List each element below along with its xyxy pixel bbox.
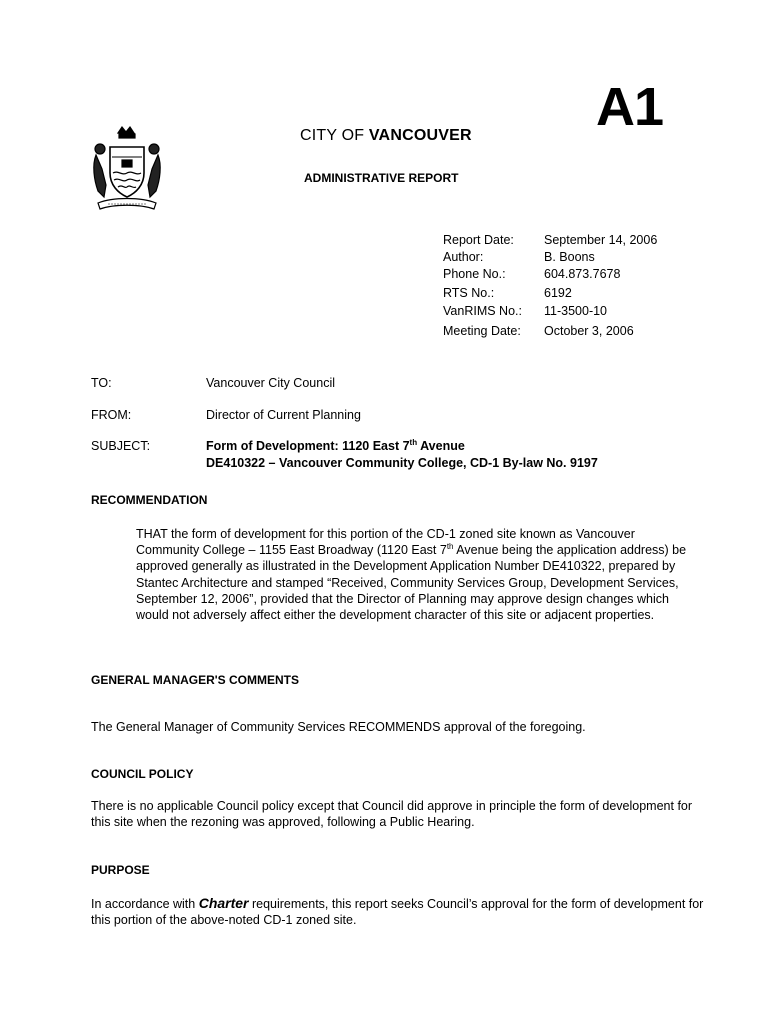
city-name: VANCOUVER [368,127,472,144]
city-title: CITY OF VANCOUVER [300,127,472,144]
meta-value-author: B. Boons [544,250,595,264]
report-type: ADMINISTRATIVE REPORT [304,171,459,185]
meta-value-phone: 604.873.7678 [544,267,621,281]
gm-comments-text: The General Manager of Community Services RECOMMENDS approval of the foregoing. [91,720,586,734]
council-policy-heading: COUNCIL POLICY [91,767,194,781]
meta-label-report-date: Report Date: [443,233,514,247]
meta-label-meeting-date: Meeting Date: [443,324,521,338]
meta-value-vanrims: 11-3500-10 [544,304,608,318]
subject-label: SUBJECT: [91,439,151,453]
meta-label-author: Author: [443,250,484,264]
to-label: TO: [91,376,112,390]
council-policy-text: There is no applicable Council policy except that Council did approve in principle the form of development for this site when the rezoning was approved, following a Public Hearing. [91,799,693,830]
subject-line-1: Form of Development: 1120 East 7th Avenue [206,437,465,453]
purpose-text: In accordance with Charter requirements, this report seeks Council’s approval for the form of development for this portion of the above-noted CD-1 zoned site. [91,895,704,928]
charter-term: Charter [198,895,249,911]
meta-label-vanrims: VanRIMS No.: [443,304,522,318]
from-label: FROM: [91,408,132,422]
meta-label-phone: Phone No.: [443,267,506,281]
section-code: A1 [596,77,664,137]
meta-value-meeting-date: October 3, 2006 [544,324,634,338]
from-value: Director of Current Planning [206,408,361,422]
recommendation-text: THAT the form of development for this portion of the CD-1 zoned site known as Vancouver Community College – 1155 East Broadway (1120 East 7th Avenue being the application address) be approved generally as illustrated in the Development Application Number DE410322, prepared by Stantec Architecture and stamped “Received, Community Services Group, Development Services, September 12, 2006”, provided that the Director of Planning may approve design changes which would not adversely affect either the development character of this site or adjacent properties. [136,527,687,623]
meta-value-report-date: September 14, 2006 [544,233,658,247]
purpose-heading: PURPOSE [91,863,150,877]
to-value: Vancouver City Council [206,376,335,390]
gm-comments-heading: GENERAL MANAGER'S COMMENTS [91,673,299,687]
meta-value-rts: 6192 [544,286,572,300]
meta-label-rts: RTS No.: [443,286,495,300]
city-crest-icon [88,125,166,213]
subject-line-2: DE410322 – Vancouver Community College, CD-1 By-law No. 9197 [206,456,598,470]
recommendation-heading: RECOMMENDATION [91,493,208,507]
